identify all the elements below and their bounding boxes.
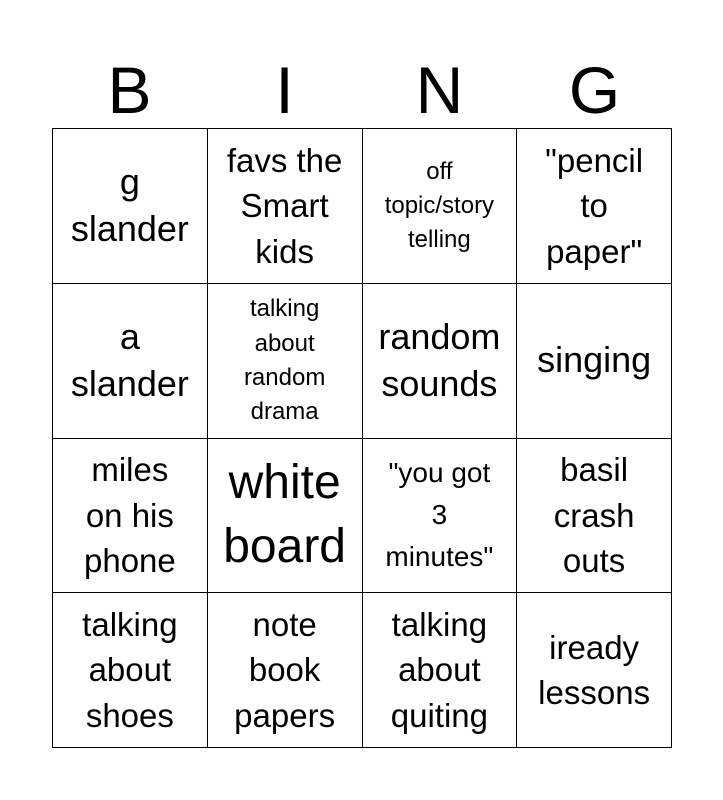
- bingo-cell[interactable]: [208, 129, 363, 284]
- cell-label: random sounds: [378, 315, 501, 404]
- cell-label: miles on his phone: [83, 451, 176, 580]
- header-letter-i: I: [275, 53, 294, 127]
- bingo-cell[interactable]: [53, 593, 208, 748]
- bingo-cell[interactable]: [208, 284, 363, 439]
- cell-label: white board: [223, 455, 346, 574]
- cell-label: iready lessons: [538, 628, 651, 712]
- cell-label: "you got 3 minutes": [385, 457, 494, 573]
- bingo-cell[interactable]: [208, 439, 363, 594]
- cell-label: talking about random drama: [243, 295, 326, 425]
- bingo-cell[interactable]: [53, 284, 208, 439]
- cell-label: g slander: [70, 161, 189, 249]
- cell-label: a slander: [70, 315, 189, 404]
- bingo-cell[interactable]: [517, 284, 672, 439]
- bingo-cell[interactable]: [517, 593, 672, 748]
- bingo-cell[interactable]: [53, 129, 208, 284]
- header-letter-b: B: [107, 53, 152, 127]
- cell-label: favs the Smart kids: [226, 141, 343, 270]
- bingo-cell[interactable]: [208, 593, 363, 748]
- bingo-cell[interactable]: [53, 439, 208, 594]
- bingo-cell[interactable]: [363, 439, 518, 594]
- bingo-cell[interactable]: [363, 284, 518, 439]
- bingo-cell[interactable]: [363, 593, 518, 748]
- cell-label: note book papers: [234, 605, 336, 734]
- cell-label: talking about shoes: [82, 605, 178, 734]
- bingo-cell[interactable]: [517, 129, 672, 284]
- cell-label: off topic/story telling: [384, 157, 495, 253]
- cell-label: talking about quiting: [390, 605, 488, 734]
- bingo-board: [52, 128, 672, 748]
- bingo-header: [52, 52, 672, 128]
- bingo-cell[interactable]: [363, 129, 518, 284]
- cell-label: singing: [537, 339, 652, 381]
- header-letter-g: G: [568, 53, 621, 127]
- bingo-cell[interactable]: [517, 439, 672, 594]
- cell-label: "pencil to paper": [545, 141, 644, 270]
- header-letter-n: N: [415, 53, 464, 127]
- cell-label: basil crash outs: [553, 451, 635, 580]
